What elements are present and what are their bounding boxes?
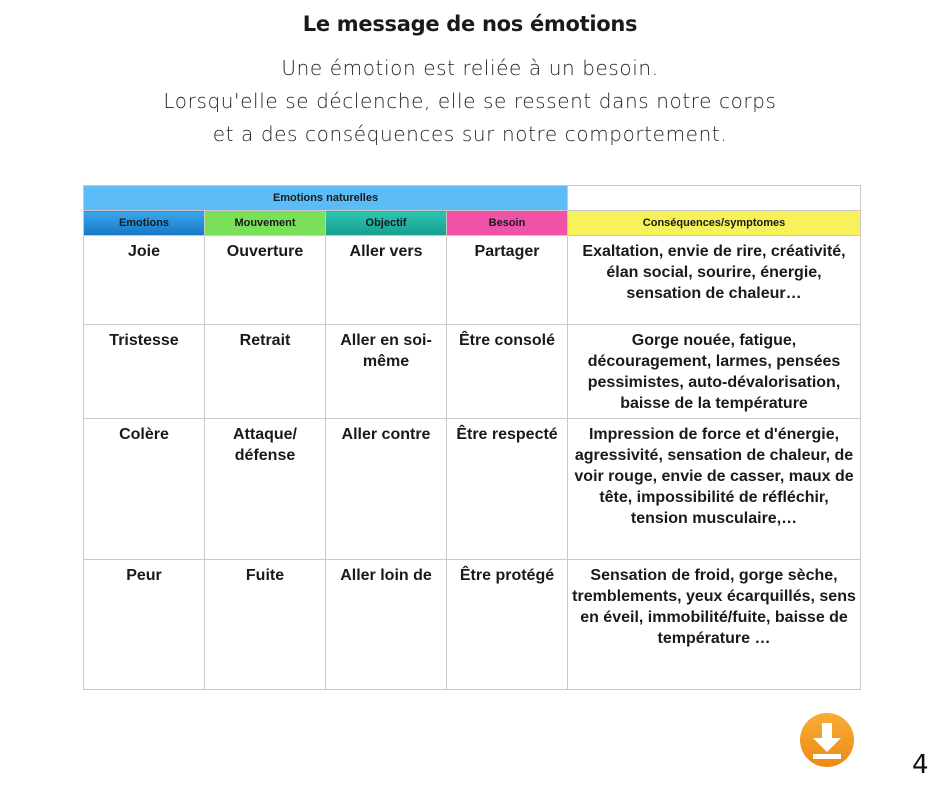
table-row [84, 236, 861, 325]
page-number: 4 [912, 750, 929, 780]
cell-besoin: Être consolé [447, 325, 568, 419]
group-header-empty [568, 186, 861, 211]
cell-mouvement: Fuite [205, 560, 326, 690]
cell-objectif: Aller contre [326, 419, 447, 560]
cell-mouvement: Ouverture [205, 236, 326, 325]
cell-consequences: Gorge nouée, fatigue, découragement, larmes, pensées pessimistes, auto-dévalorisation, baisse de la température [568, 325, 861, 419]
table-row [84, 560, 861, 690]
cell-emotion: Peur [84, 560, 205, 690]
cell-besoin: Être protégé [447, 560, 568, 690]
download-icon [799, 712, 855, 768]
header-mouvement: Mouvement [205, 211, 326, 236]
cell-besoin: Être respecté [447, 419, 568, 560]
page-title: Le message de nos émotions [302, 12, 638, 36]
header-besoin: Besoin [447, 211, 568, 236]
cell-emotion: Joie [84, 236, 205, 325]
intro-line: Lorsqu'elle se déclenche, elle se ressent dans notre corps [163, 89, 777, 113]
intro-text [0, 52, 940, 151]
header-emotions: Emotions [84, 211, 205, 236]
cell-consequences: Exaltation, envie de rire, créativité, élan social, sourire, énergie, sensation de chaleur… [568, 236, 861, 325]
intro-line: et a des conséquences sur notre comportement. [212, 122, 728, 146]
emotions-table [83, 185, 861, 690]
header-objectif: Objectif [326, 211, 447, 236]
group-header: Emotions naturelles [84, 186, 568, 211]
cell-emotion: Colère [84, 419, 205, 560]
cell-objectif: Aller vers [326, 236, 447, 325]
cell-mouvement: Retrait [205, 325, 326, 419]
cell-objectif: Aller en soi-même [326, 325, 447, 419]
table-row [84, 325, 861, 419]
cell-mouvement: Attaque/ défense [205, 419, 326, 560]
intro-line: Une émotion est reliée à un besoin. [281, 56, 659, 80]
header-consequences: Conséquences/symptomes [568, 211, 861, 236]
cell-besoin: Partager [447, 236, 568, 325]
download-button[interactable] [799, 712, 855, 768]
table-row [84, 419, 861, 560]
cell-emotion: Tristesse [84, 325, 205, 419]
cell-consequences: Sensation de froid, gorge sèche, tremblements, yeux écarquillés, sens en éveil, immobilité/fuite, baisse de température … [568, 560, 861, 690]
cell-consequences: Impression de force et d'énergie, agressivité, sensation de chaleur, de voir rouge, envie de casser, maux de tête, impossibilité de réfléchir, tension musculaire,… [568, 419, 861, 560]
cell-objectif: Aller loin de [326, 560, 447, 690]
